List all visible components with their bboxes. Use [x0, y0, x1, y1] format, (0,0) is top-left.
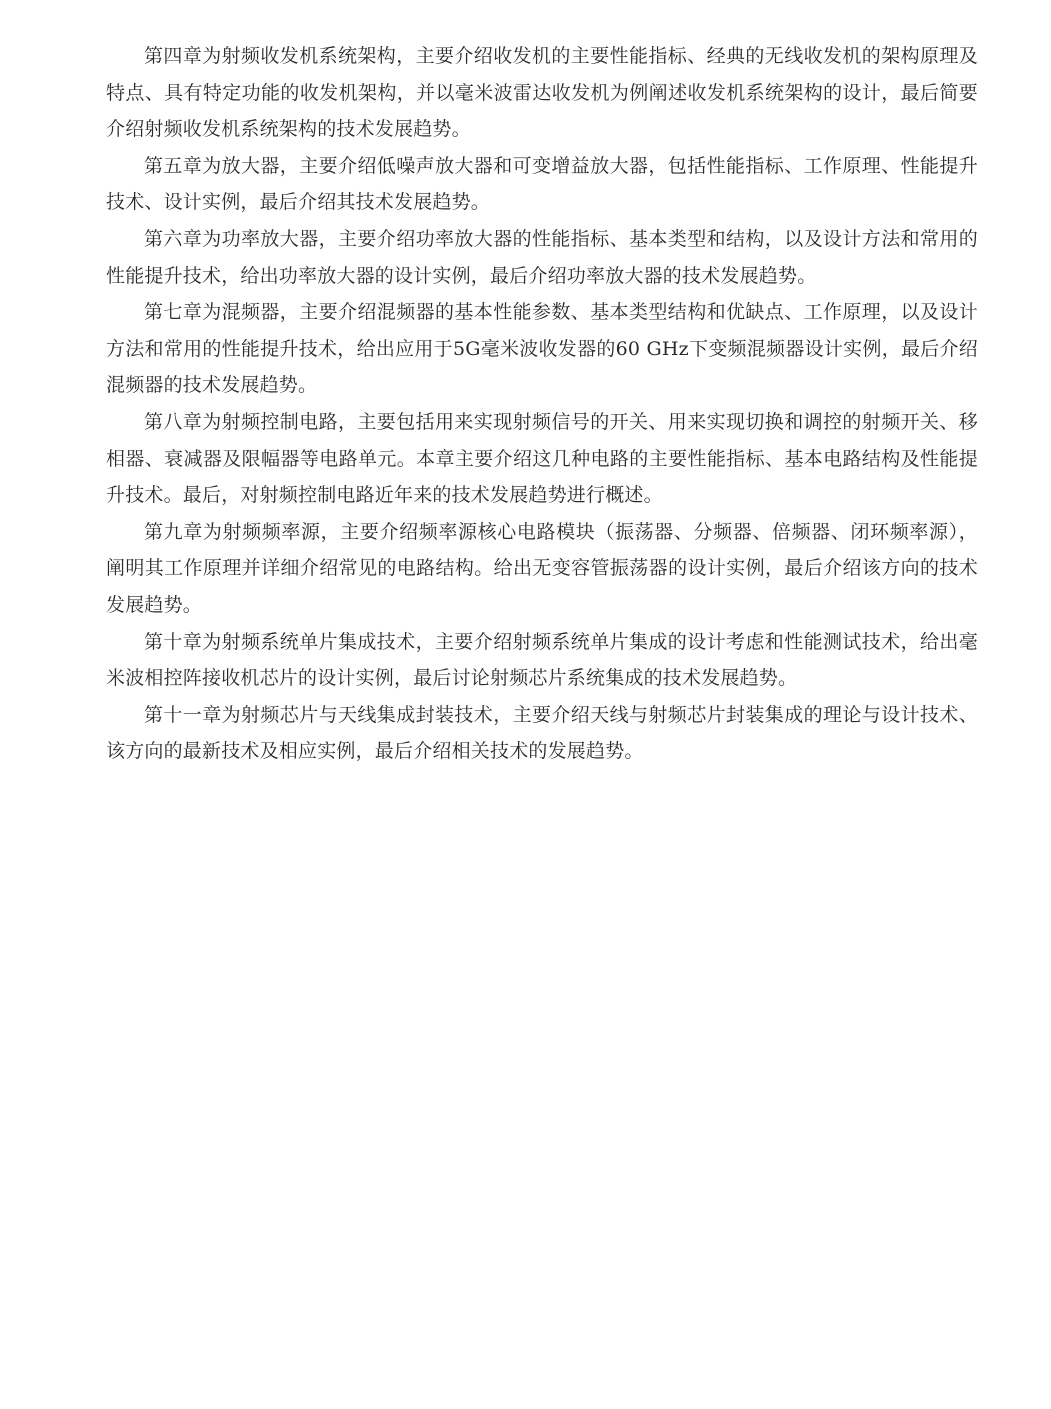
paragraph-chapter-5: 第五章为放大器，主要介绍低噪声放大器和可变增益放大器，包括性能指标、工作原理、性能提升技术、设计实例，最后介绍其技术发展趋势。: [106, 154, 978, 214]
body-text: [106, 38, 978, 770]
paragraph-chapter-10: 第十章为射频系统单片集成技术，主要介绍射频系统单片集成的设计考虑和性能测试技术，给出毫米波相控阵接收机芯片的设计实例，最后讨论射频芯片系统集成的技术发展趋势。: [106, 630, 978, 690]
paragraph-chapter-7: 第七章为混频器，主要介绍混频器的基本性能参数、基本类型结构和优缺点、工作原理，以及设计方法和常用的性能提升技术，给出应用于5G毫米波收发器的60 GHz下变频混频器设计实例，最后介绍混频器的技术发展趋势。: [106, 301, 978, 397]
paragraph-chapter-11: 第十一章为射频芯片与天线集成封装技术，主要介绍天线与射频芯片封装集成的理论与设计技术、该方向的最新技术及相应实例，最后介绍相关技术的发展趋势。: [106, 703, 978, 763]
paragraph-chapter-4: 第四章为射频收发机系统架构，主要介绍收发机的主要性能指标、经典的无线收发机的架构原理及特点、具有特定功能的收发机架构，并以毫米波雷达收发机为例阐述收发机系统架构的设计，最后简要介绍射频收发机系统架构的技术发展趋势。: [106, 45, 978, 141]
paragraph-chapter-6: 第六章为功率放大器，主要介绍功率放大器的性能指标、基本类型和结构，以及设计方法和常用的性能提升技术，给出功率放大器的设计实例，最后介绍功率放大器的技术发展趋势。: [106, 227, 978, 287]
paragraph-chapter-9: 第九章为射频频率源，主要介绍频率源核心电路模块（振荡器、分频器、倍频器、闭环频率源），阐明其工作原理并详细介绍常见的电路结构。给出无变容管振荡器的设计实例，最后介绍该方向的技术发展趋势。: [106, 520, 978, 616]
paragraph-chapter-8: 第八章为射频控制电路，主要包括用来实现射频信号的开关、用来实现切换和调控的射频开关、移相器、衰减器及限幅器等电路单元。本章主要介绍这几种电路的主要性能指标、基本电路结构及性能提升技术。最后，对射频控制电路近年来的技术发展趋势进行概述。: [106, 410, 978, 507]
